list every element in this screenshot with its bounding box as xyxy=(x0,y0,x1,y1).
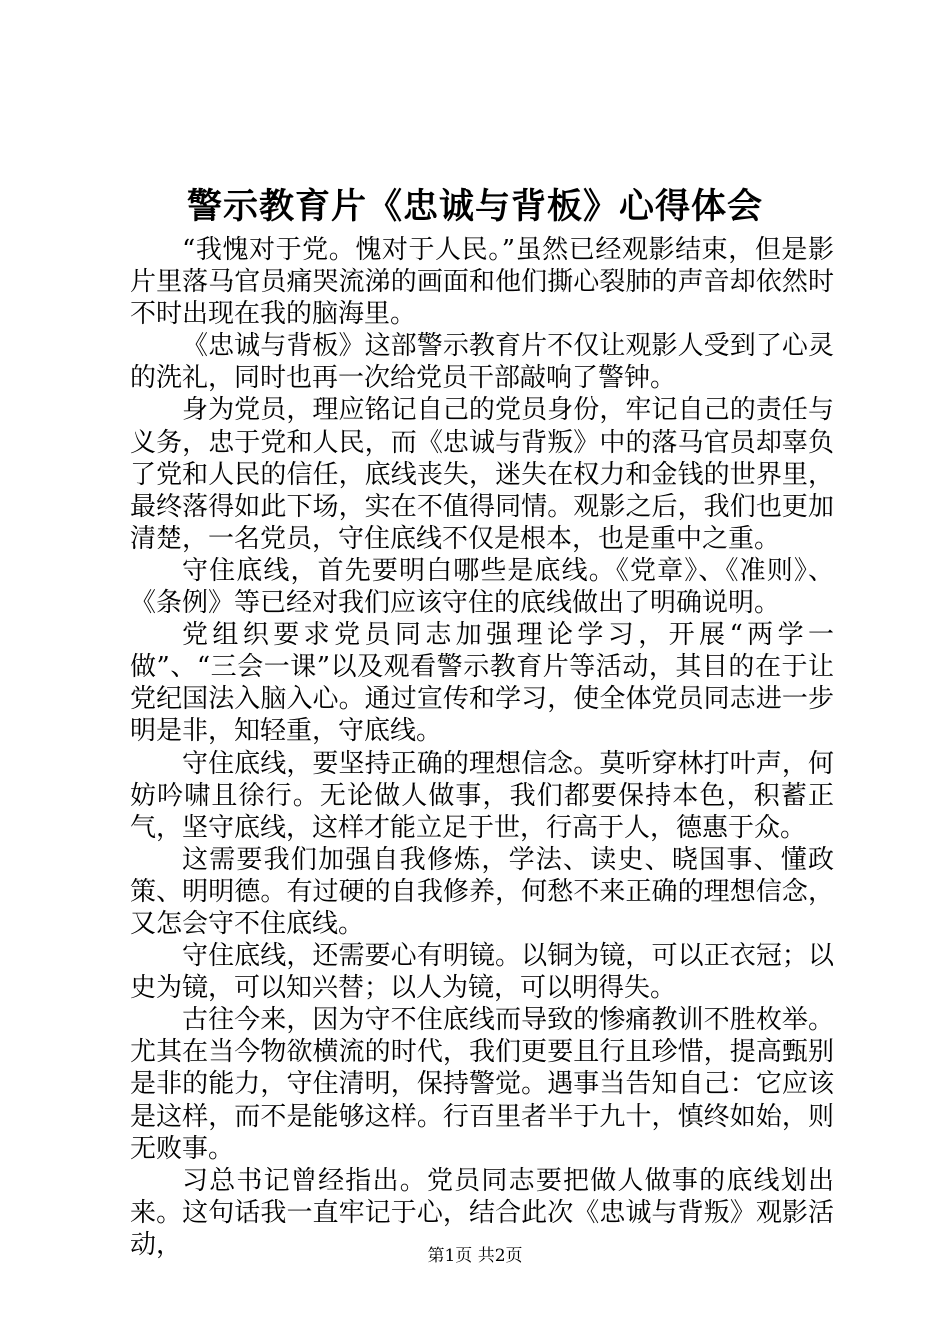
document-body xyxy=(130,234,834,1261)
paragraph: 身为党员，理应铭记自己的党员身份，牢记自己的责任与义务，忠于党和人民，而《忠诚与背叛》中的落马官员却辜负了党和人民的信任，底线丧失，迷失在权力和金钱的世界里，最终落得如此下场，实在不值得同情。观影之后，我们也更加清楚，一名党员，守住底线不仅是根本，也是重中之重。 xyxy=(130,395,834,554)
paragraph: 这需要我们加强自我修炼，学法、读史、晓国事、懂政策、明明德。有过硬的自我修养，何愁不来正确的理想信念，又怎会守不住底线。 xyxy=(130,844,834,939)
paragraph: 守住底线，首先要明白哪些是底线。《党章》、《准则》、《条例》等已经对我们应该守住的底线做出了明确说明。 xyxy=(130,555,834,619)
paragraph: 党组织要求党员同志加强理论学习，开展“两学一做”、“三会一课”以及观看警示教育片等活动，其目的在于让党纪国法入脑入心。通过宣传和学习，使全体党员同志进一步明是非，知轻重，守底线。 xyxy=(130,620,834,747)
paragraph: 古往今来，因为守不住底线而导致的惨痛教训不胜枚举。尤其在当今物欲横流的时代，我们更要且行且珍惜，提高甄别是非的能力，守住清明，保持警觉。遇事当告知自己：它应该是这样，而不是能够这样。行百里者半于九十，慎终如始，则无败事。 xyxy=(130,1005,834,1164)
paragraph: “我愧对于党。愧对于人民。”虽然已经观影结束，但是影片里落马官员痛哭流涕的画面和他们撕心裂肺的声音却依然时不时出现在我的脑海里。 xyxy=(130,235,834,330)
paragraph: 习总书记曾经指出。党员同志要把做人做事的底线划出来。这句话我一直牢记于心，结合此次《忠诚与背叛》观影活动， xyxy=(130,1165,834,1260)
paragraph: 守住底线，要坚持正确的理想信念。莫听穿林打叶声，何妨吟啸且徐行。无论做人做事，我们都要保持本色，积蓄正气，坚守底线，这样才能立足于世，行高于人，德惠于众。 xyxy=(130,748,834,843)
paragraph: 守住底线，还需要心有明镜。以铜为镜，可以正衣冠；以史为镜，可以知兴替；以人为镜，可以明得失。 xyxy=(130,941,834,1004)
paragraph: 《忠诚与背板》这部警示教育片不仅让观影人受到了心灵的洗礼，同时也再一次给党员干部敲响了警钟。 xyxy=(130,331,834,394)
document-title: 警示教育片《忠诚与背板》心得体会 xyxy=(186,186,763,227)
page-footer: 第1页 共2页 xyxy=(427,1246,523,1266)
